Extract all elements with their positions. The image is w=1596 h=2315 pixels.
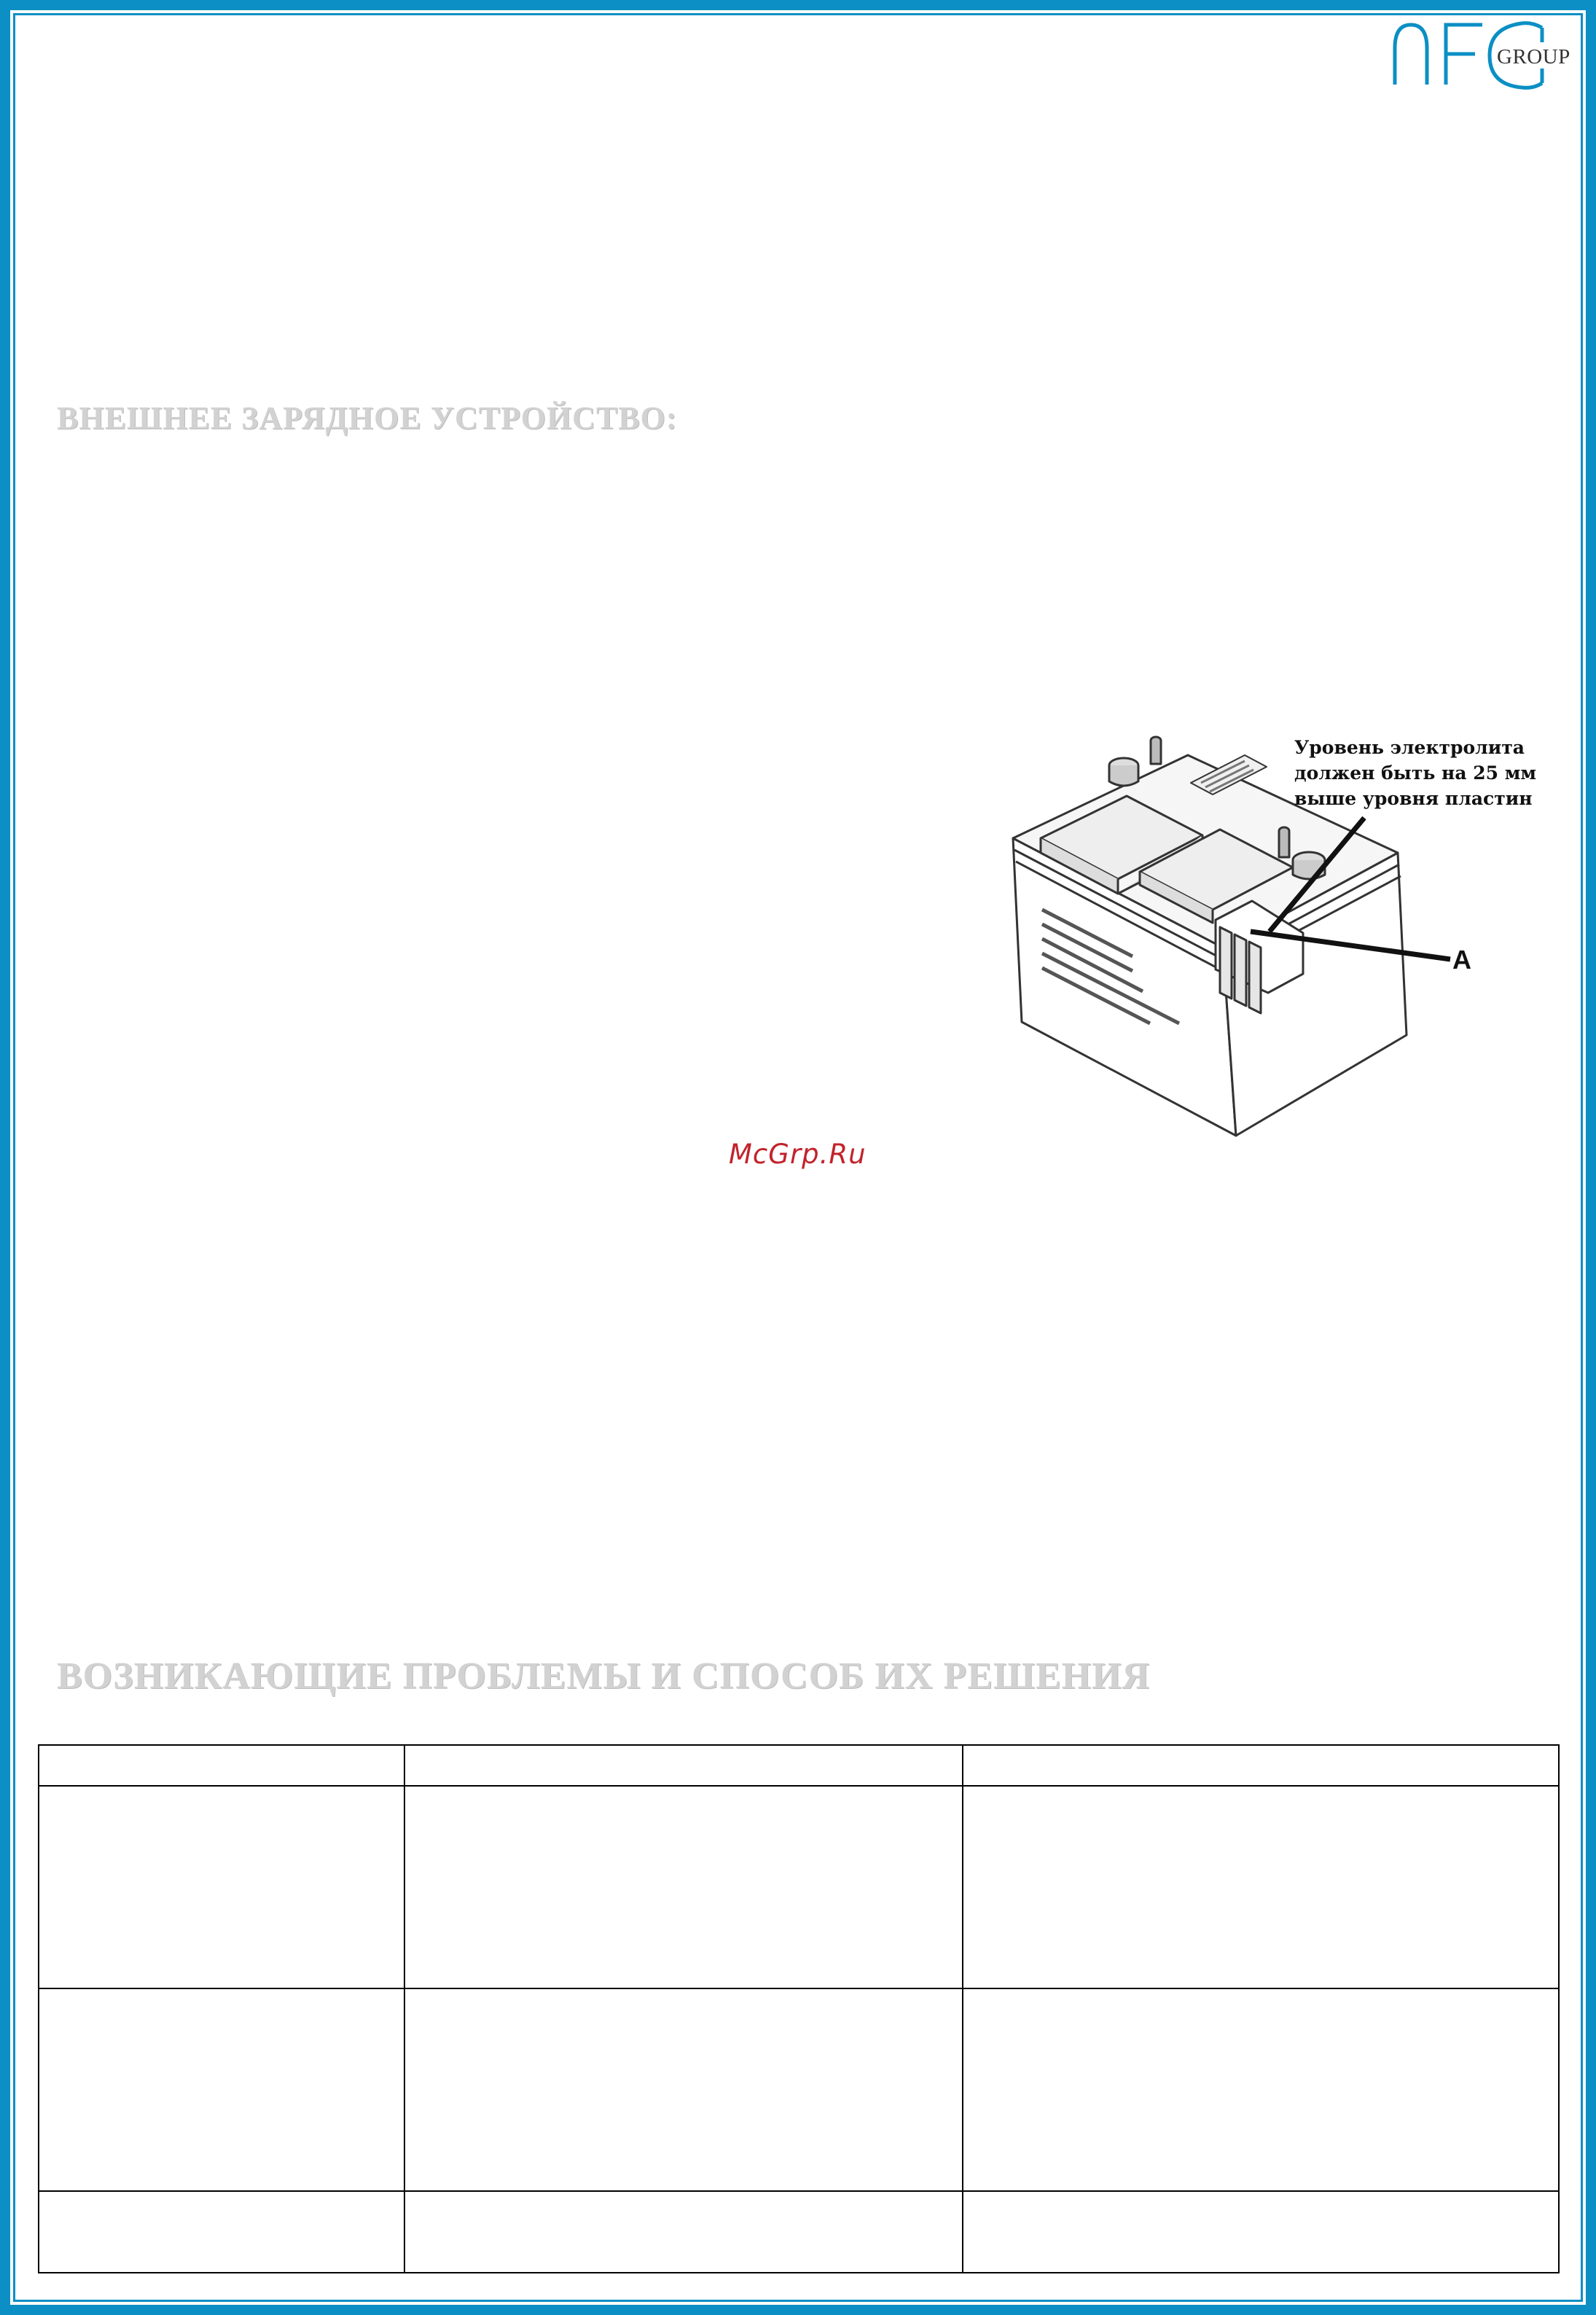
afc-group-logo [1389, 20, 1571, 90]
problems-table [38, 1744, 1560, 2273]
table-cell [39, 1786, 404, 1988]
section-heading-external-charger: ВНЕШНЕЕ ЗАРЯДНОЕ УСТРОЙСТВО: [57, 400, 678, 436]
table-cell [963, 1745, 1559, 1786]
table-cell [39, 1745, 404, 1786]
table-row [39, 1786, 1559, 1988]
table-cell [404, 1786, 963, 1988]
table-cell [963, 2191, 1559, 2273]
section-heading-problems: ВОЗНИКАЮЩИЕ ПРОБЛЕМЫ И СПОСОБ ИХ РЕШЕНИЯ [57, 1655, 1151, 1697]
callout-line: Уровень электролита [1294, 737, 1525, 758]
table-cell [404, 2191, 963, 2273]
watermark-link[interactable]: McGrp.Ru [729, 1139, 867, 1170]
table-header-row [39, 1745, 1559, 1786]
table-cell [404, 1988, 963, 2191]
table-row [39, 2191, 1559, 2273]
logo-group-text: GROUP [1497, 45, 1570, 69]
electrolyte-level-callout [1294, 735, 1535, 811]
figure-label-a: A [1452, 945, 1471, 975]
table-cell [404, 1745, 963, 1786]
table-cell [39, 2191, 404, 2273]
table-cell [963, 1988, 1559, 2191]
table-cell [963, 1786, 1559, 1988]
table-row [39, 1988, 1559, 2191]
table-cell [39, 1988, 404, 2191]
callout-line: должен быть на 25 мм [1294, 762, 1537, 784]
callout-line: выше уровня пластин [1294, 788, 1533, 809]
